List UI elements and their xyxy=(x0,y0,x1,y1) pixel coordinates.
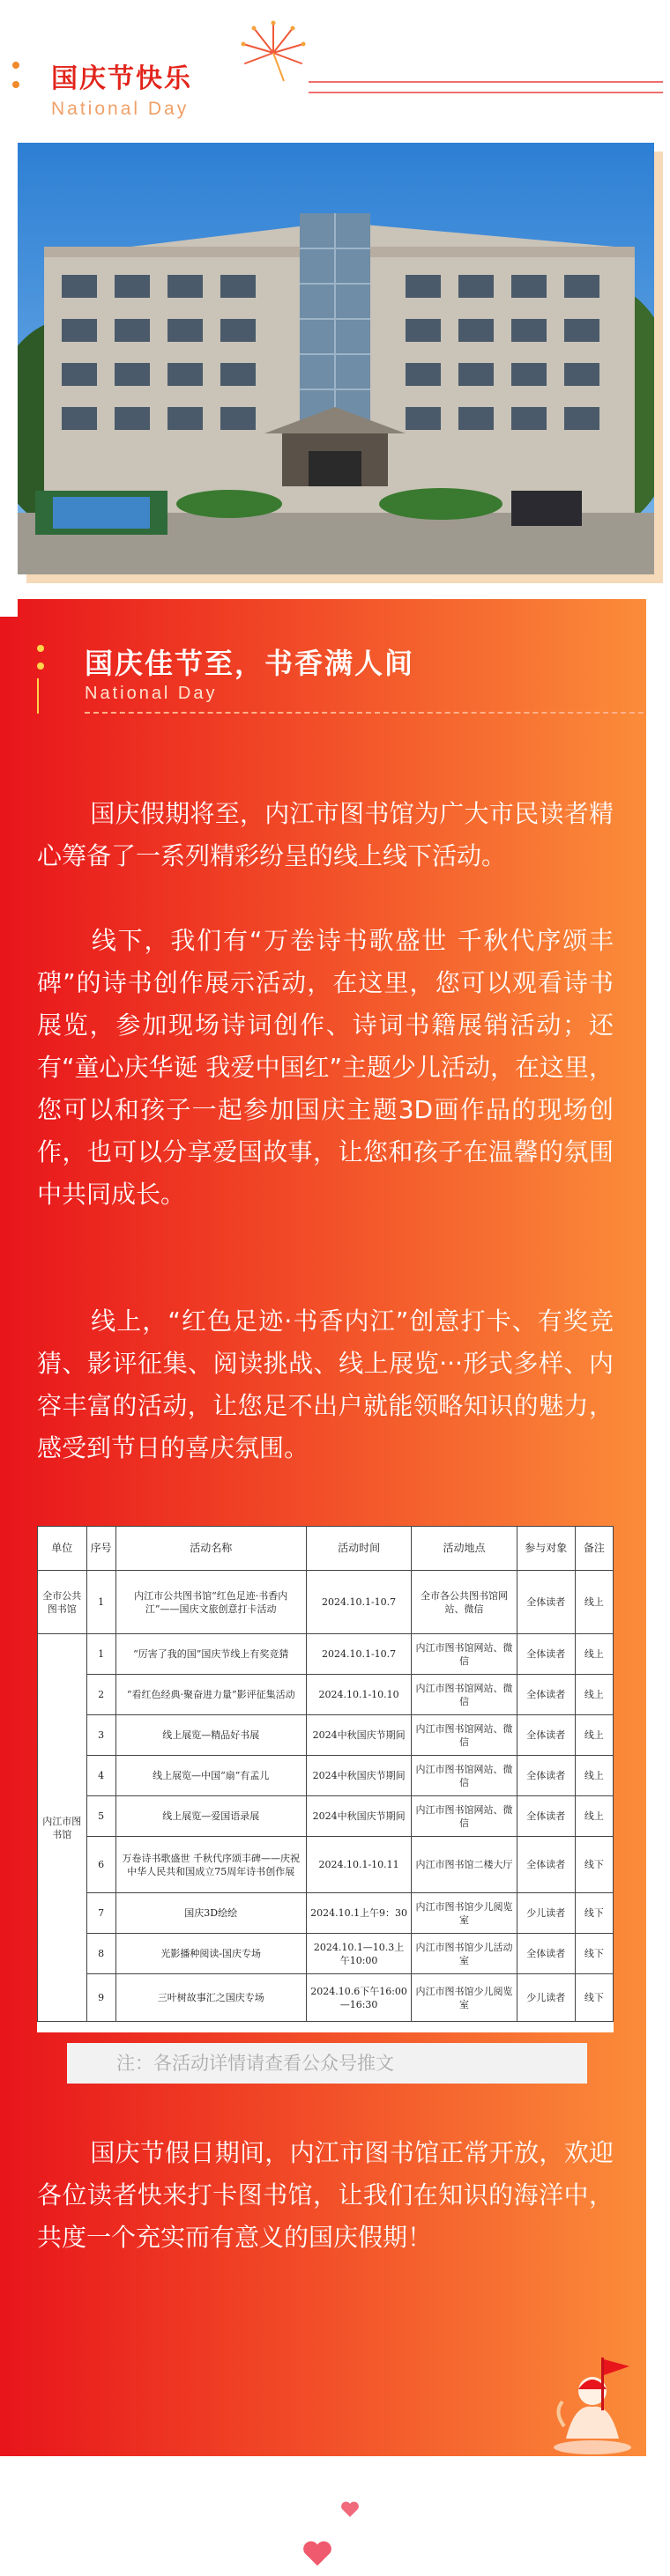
mascot-icon xyxy=(548,2350,636,2456)
name-cell: “厉害了我的国”国庆节线上有奖竞猜 xyxy=(115,1634,306,1675)
table-row xyxy=(38,1837,614,1893)
table-row xyxy=(38,1796,614,1837)
paragraph-text: 线下，我们有“万卷诗书歌盛世 千秋代序颂丰碑”的诗书创作展示活动，在这里，您可以观看诗书展览，参加现场诗词创作、诗词书籍展销活动；还有“童心庆华诞 我爱中国红”主题少儿活动，在这里，您可以和孩子一起参加国庆主题3D画作品的现场创作，也可以分享爱国故事，让您和孩子在温馨的氛围中共同成长。 xyxy=(37,926,614,1209)
paragraph-text: 国庆假期将至，内江市图书馆为广大市民读者精心筹备了一系列精彩纷呈的线上线下活动。 xyxy=(37,799,614,870)
target-cell: 全体读者 xyxy=(517,1634,575,1675)
note-cell: 线上 xyxy=(575,1756,613,1796)
target-cell: 全体读者 xyxy=(517,1571,575,1634)
page-header xyxy=(0,0,670,132)
column-header: 序号 xyxy=(86,1527,115,1571)
note-cell: 线上 xyxy=(575,1796,613,1837)
no-cell: 5 xyxy=(86,1796,115,1837)
no-cell: 1 xyxy=(86,1634,115,1675)
name-cell: 万卷诗书歌盛世 千秋代序颂丰碑——庆祝中华人民共和国成立75周年诗书创作展 xyxy=(115,1837,306,1893)
name-cell: 线上展览—精品好书展 xyxy=(115,1715,306,1756)
table-footnote: 注：各活动详情请查看公众号推文 xyxy=(67,2043,587,2084)
table-row xyxy=(38,1934,614,1974)
no-cell: 3 xyxy=(86,1715,115,1756)
column-header: 备注 xyxy=(575,1527,613,1571)
no-cell: 4 xyxy=(86,1756,115,1796)
name-cell: 线上展览—中国“扇”有孟儿 xyxy=(115,1756,306,1796)
note-cell: 线上 xyxy=(575,1634,613,1675)
table-row xyxy=(38,1893,614,1934)
target-cell: 全体读者 xyxy=(517,1934,575,1974)
page-title: 国庆节快乐 xyxy=(51,63,192,94)
note-cell: 线上 xyxy=(575,1715,613,1756)
table-row xyxy=(38,1974,614,2022)
time-cell: 2024.10.1-10.11 xyxy=(306,1837,411,1893)
header-divider xyxy=(309,81,663,83)
target-cell: 全体读者 xyxy=(517,1675,575,1715)
column-header: 活动名称 xyxy=(115,1527,306,1571)
section-divider xyxy=(85,712,644,714)
table-row xyxy=(38,1634,614,1675)
time-cell: 2024中秋国庆节期间 xyxy=(306,1715,411,1756)
name-cell: 内江市公共图书馆“红色足迹·书香内江”——国庆文旅创意打卡活动 xyxy=(115,1571,306,1634)
target-cell: 全体读者 xyxy=(517,1756,575,1796)
time-cell: 2024.10.1-10.7 xyxy=(306,1634,411,1675)
card-accent-bar xyxy=(37,678,39,714)
time-cell: 2024.10.1上午9：30 xyxy=(306,1893,411,1934)
no-cell: 7 xyxy=(86,1893,115,1934)
library-building-photo xyxy=(18,143,654,574)
note-cell: 线下 xyxy=(575,1837,613,1893)
firework-icon xyxy=(238,18,309,88)
header-dots xyxy=(12,62,19,100)
section-subtitle: National Day xyxy=(85,684,218,703)
heart-icon xyxy=(340,2500,360,2518)
place-cell: 内江市图书馆少儿阅览室 xyxy=(412,1974,517,2022)
time-cell: 2024.10.1-10.10 xyxy=(306,1675,411,1715)
name-cell: 三叶树故事汇之国庆专场 xyxy=(115,1974,306,2022)
table-row xyxy=(38,1675,614,1715)
place-cell: 内江市图书馆网站、微信 xyxy=(412,1634,517,1675)
time-cell: 2024中秋国庆节期间 xyxy=(306,1796,411,1837)
place-cell: 内江市图书馆网站、微信 xyxy=(412,1675,517,1715)
time-cell: 2024中秋国庆节期间 xyxy=(306,1756,411,1796)
note-cell: 线下 xyxy=(575,1974,613,2022)
target-cell: 少儿读者 xyxy=(517,1974,575,2022)
offline-paragraph xyxy=(37,920,614,1216)
name-cell: 线上展览—爱国语录展 xyxy=(115,1796,306,1837)
place-cell: 全市各公共图书馆网站、微信 xyxy=(412,1571,517,1634)
column-header: 参与对象 xyxy=(517,1527,575,1571)
note-cell: 线上 xyxy=(575,1675,613,1715)
time-cell: 2024.10.1—10.3上午10:00 xyxy=(306,1934,411,1974)
card-dots xyxy=(37,645,44,680)
page-subtitle: National Day xyxy=(51,99,190,119)
card-corner xyxy=(0,599,18,617)
note-cell: 线下 xyxy=(575,1893,613,1934)
no-cell: 1 xyxy=(86,1571,115,1634)
place-cell: 内江市图书馆网站、微信 xyxy=(412,1796,517,1837)
table-row xyxy=(38,1571,614,1634)
table-row xyxy=(38,1756,614,1796)
time-cell: 2024.10.1-10.7 xyxy=(306,1571,411,1634)
place-cell: 内江市图书馆少儿阅览室 xyxy=(412,1893,517,1934)
name-cell: 国庆3D绘绘 xyxy=(115,1893,306,1934)
activity-table xyxy=(37,1526,614,2032)
name-cell: 光影播种阅读-国庆专场 xyxy=(115,1934,306,1974)
no-cell: 2 xyxy=(86,1675,115,1715)
online-paragraph xyxy=(37,1300,614,1469)
target-cell: 全体读者 xyxy=(517,1837,575,1893)
header-divider xyxy=(309,92,663,93)
note-cell: 线下 xyxy=(575,1934,613,1974)
target-cell: 少儿读者 xyxy=(517,1893,575,1934)
time-cell: 2024.10.6下午16:00—16:30 xyxy=(306,1974,411,2022)
heart-icon xyxy=(302,2539,333,2567)
no-cell: 8 xyxy=(86,1934,115,1974)
intro-paragraph xyxy=(37,793,614,877)
target-cell: 全体读者 xyxy=(517,1796,575,1837)
target-cell: 全体读者 xyxy=(517,1715,575,1756)
unit-cell: 内江市图书馆 xyxy=(38,1634,87,2022)
closing-paragraph xyxy=(37,2132,614,2259)
paragraph-text: 线上，“红色足迹·书香内江”创意打卡、有奖竞猜、影评征集、阅读挑战、线上展览···形式多样、内容丰富的活动，让您足不出户就能领略知识的魅力，感受到节日的喜庆氛围。 xyxy=(37,1307,614,1462)
place-cell: 内江市图书馆二楼大厅 xyxy=(412,1837,517,1893)
no-cell: 6 xyxy=(86,1837,115,1893)
unit-cell: 全市公共图书馆 xyxy=(38,1571,87,1634)
section-title: 国庆佳节至，书香满人间 xyxy=(85,647,415,680)
name-cell: “看红色经典·聚奋进力量”影评征集活动 xyxy=(115,1675,306,1715)
no-cell: 9 xyxy=(86,1974,115,2022)
place-cell: 内江市图书馆网站、微信 xyxy=(412,1715,517,1756)
column-header: 单位 xyxy=(38,1527,87,1571)
place-cell: 内江市图书馆少儿活动室 xyxy=(412,1934,517,1974)
column-header: 活动时间 xyxy=(306,1527,411,1571)
note-cell: 线上 xyxy=(575,1571,613,1634)
table-row xyxy=(38,1715,614,1756)
table-header-row xyxy=(38,1527,614,1571)
place-cell: 内江市图书馆网站、微信 xyxy=(412,1756,517,1796)
column-header: 活动地点 xyxy=(412,1527,517,1571)
paragraph-text: 国庆节假日期间，内江市图书馆正常开放，欢迎各位读者快来打卡图书馆，让我们在知识的海洋中，共度一个充实而有意义的国庆假期！ xyxy=(37,2138,614,2252)
